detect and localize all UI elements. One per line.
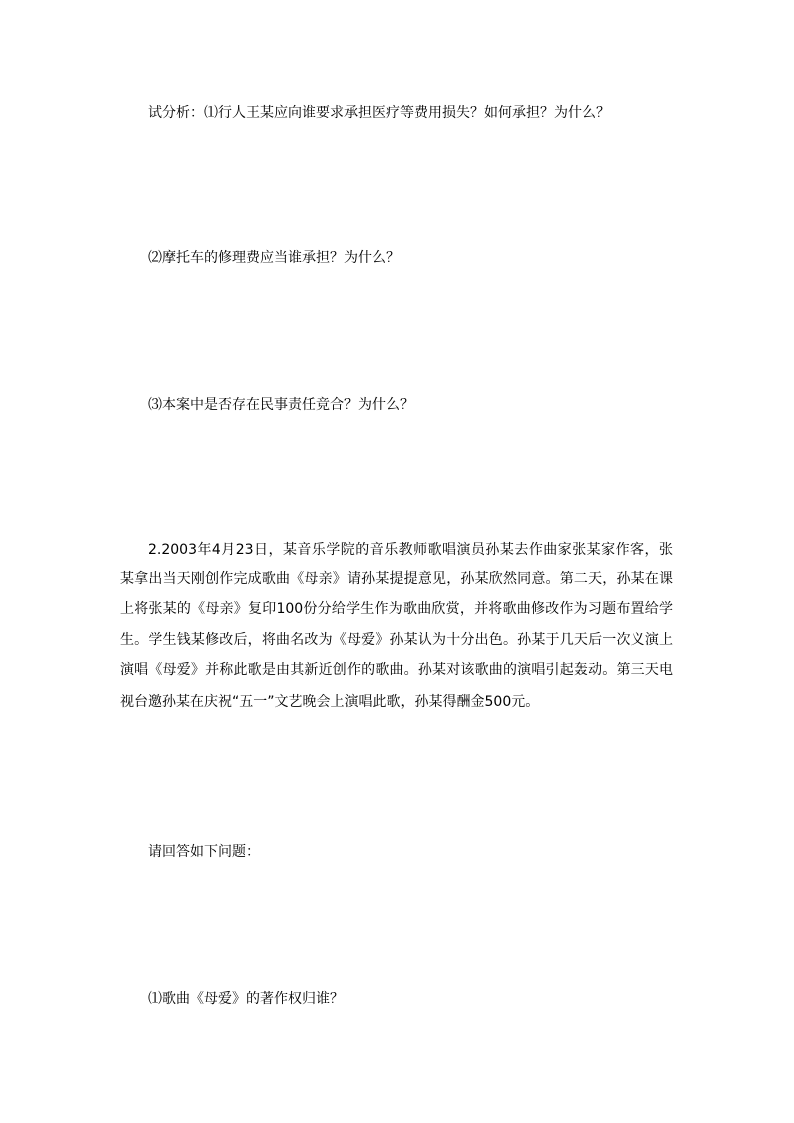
case-2-line: 视台邀孙某在庆祝“五一”文艺晚会上演唱此歌，孙某得酬金500元。 xyxy=(120,694,540,710)
case-2-line: 上将张某的《母亲》复印100份分给学生作为歌曲欣赏，并将歌曲修改作为习题布置给学 xyxy=(120,601,673,617)
question-1-2: ⑵摩托车的修理费应当谁承担？为什么？ xyxy=(148,250,400,266)
case-2-line: 2.2003年4月23日，某音乐学院的音乐教师歌唱演员孙某去作曲家张某家作客，张 xyxy=(148,542,673,558)
question-2-1: ⑴歌曲《母爱》的著作权归谁？ xyxy=(148,991,344,1007)
question-1-3: ⑶本案中是否存在民事责任竞合？为什么？ xyxy=(148,397,414,413)
question-1-1: 试分析：⑴行人王某应向谁要求承担医疗等费用损失？如何承担？为什么？ xyxy=(148,105,610,121)
prompt-text: 请回答如下问题： xyxy=(148,844,260,860)
case-2-line: 生。学生钱某修改后，将曲名改为《母爱》孙某认为十分出色。孙某于几天后一次义演上 xyxy=(120,632,673,648)
case-2-line: 演唱《母爱》并称此歌是由其新近创作的歌曲。孙某对该歌曲的演唱引起轰动。第三天电 xyxy=(120,662,673,678)
case-2-line: 某拿出当天刚创作完成歌曲《母亲》请孙某提提意见，孙某欣然同意。第二天，孙某在课 xyxy=(120,571,673,587)
